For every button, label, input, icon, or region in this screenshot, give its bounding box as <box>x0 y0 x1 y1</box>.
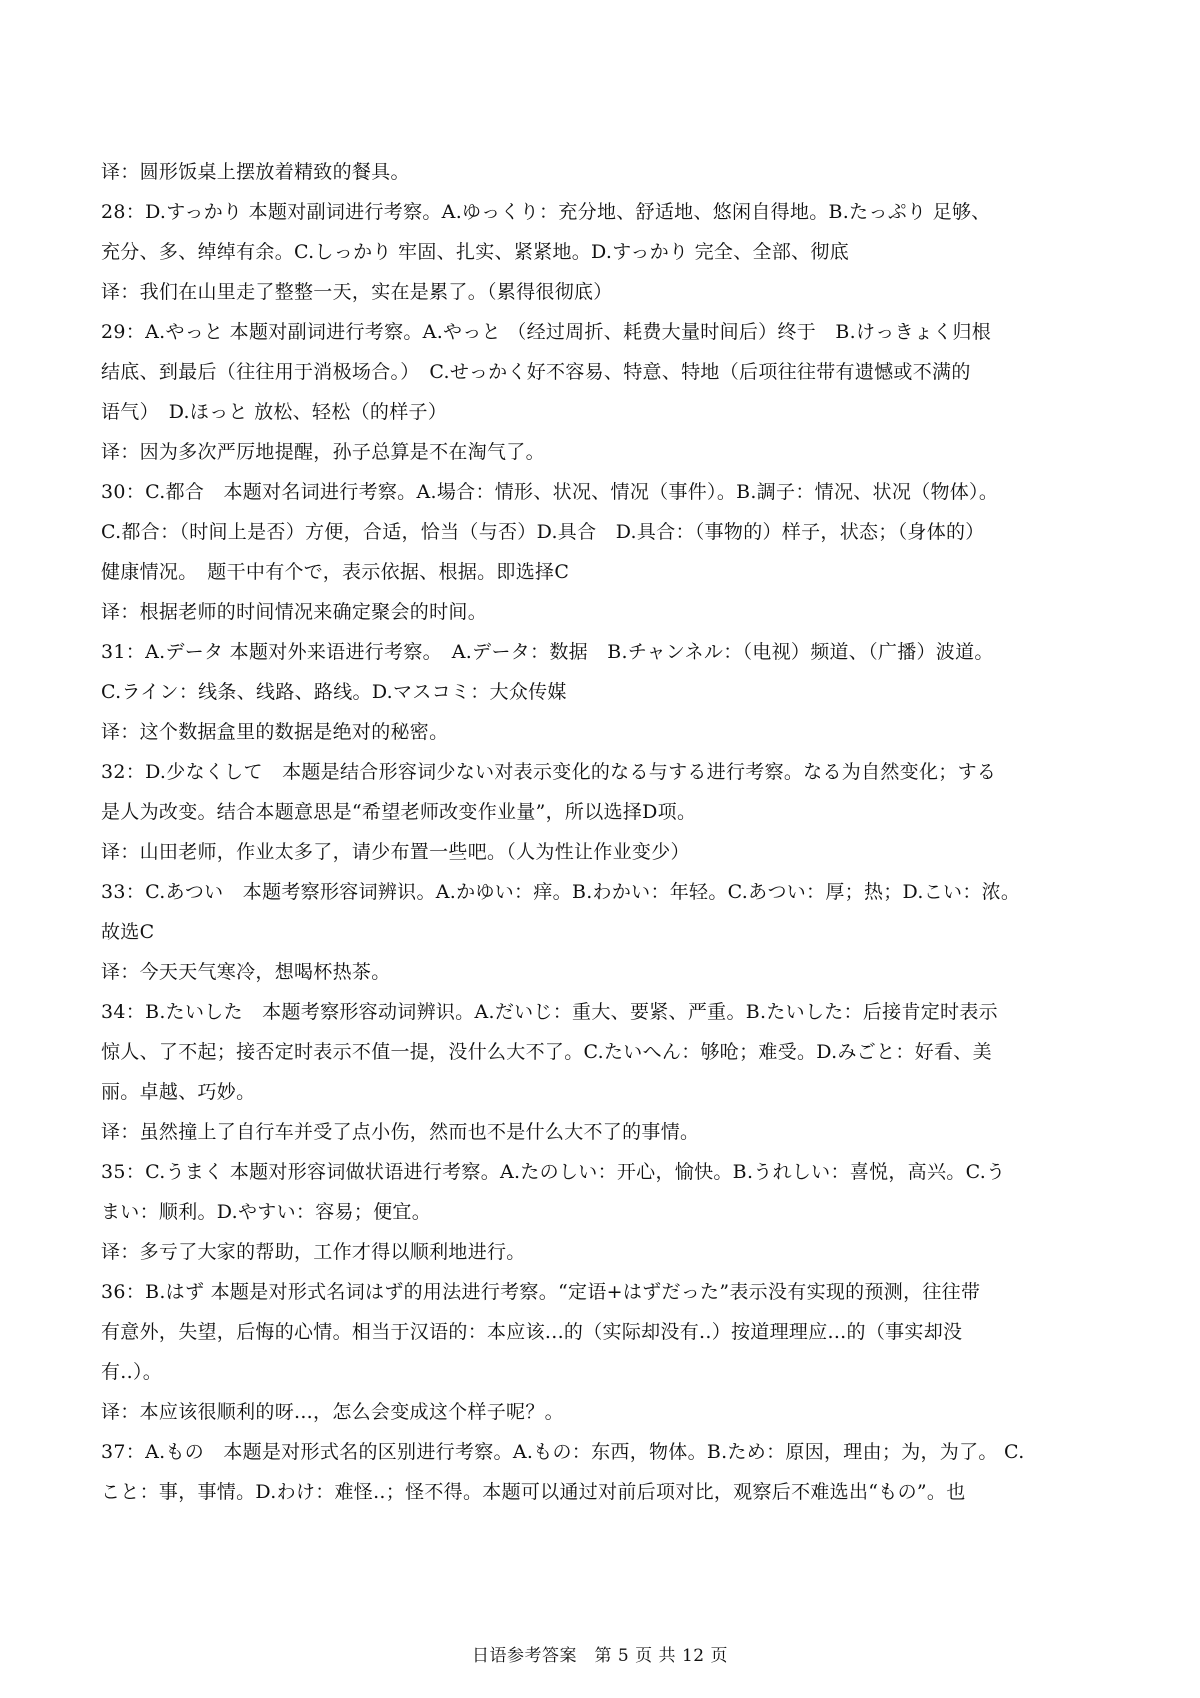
text-line: C.都合：（时间上是否）方便，合适，恰当（与否）D.具合 D.具合：（事物的）样子，状态；（身体的） <box>101 521 985 543</box>
text-line: 28：D.すっかり 本题对副词进行考察。A.ゆっくり：充分地、舒适地、悠闲自得地。B.たっぷり 足够、 <box>101 201 991 223</box>
text-line: まい：顺利。D.やすい：容易；便宜。 <box>101 1201 431 1223</box>
text-line: 丽。卓越、巧妙。 <box>101 1081 256 1103</box>
text-line: 34：B.たいした 本题考察形容动词辨识。A.だいじ：重大、要紧、严重。B.たいした：后接肯定时表示 <box>101 1001 998 1023</box>
text-line: 故选C <box>101 921 155 943</box>
text-line: 36：B.はず 本题是对形式名词はず的用法进行考察。“定语+はずだった”表示没有实现的预测，往往带 <box>101 1281 981 1303</box>
text-line: 33：C.あつい 本题考察形容词辨识。A.かゆい：痒。B.わかい：年轻。C.あつい：厚；热；D.こい：浓。 <box>101 881 1021 903</box>
text-line: 35：C.うまく 本题对形容词做状语进行考察。A.たのしい：开心，愉快。B.うれしい：喜悦，高兴。C.う <box>101 1161 1006 1183</box>
text-line: 健康情况。 题干中有个で，表示依据、根据。即选择C <box>101 561 570 583</box>
text-line: 译：多亏了大家的帮助，工作才得以顺利地进行。 <box>101 1241 526 1263</box>
text-line: 有意外，失望，后悔的心情。相当于汉语的：本应该...的（实际却没有..）按道理理应...的（事实却没 <box>101 1321 963 1343</box>
text-line: 译：本应该很顺利的呀...，怎么会变成这个样子呢？。 <box>101 1401 564 1423</box>
text-line: 译：这个数据盒里的数据是绝对的秘密。 <box>101 721 449 743</box>
text-line: 充分、多、绰绰有余。C.しっかり 牢固、扎实、紧紧地。D.すっかり 完全、全部、彻底 <box>101 241 850 263</box>
text-line: 译：因为多次严厉地提醒，孙子总算是不在淘气了。 <box>101 441 545 463</box>
text-line: 31：A.データ 本题对外来语进行考察。 A.データ：数据 B.チャンネル：（电视）频道、（广播）波道。 <box>101 641 994 663</box>
text-line: 是人为改变。结合本题意思是“希望老师改变作业量”，所以选择D项。 <box>101 801 697 823</box>
text-line: 译：山田老师，作业太多了，请少布置一些吧。（人为性让作业变少） <box>101 841 690 863</box>
text-line: 译：我们在山里走了整整一天，实在是累了。（累得很彻底） <box>101 281 613 303</box>
text-line: 惊人、了不起；接否定时表示不值一提，没什么大不了。C.たいへん：够呛；难受。D.みごと：好看、美 <box>101 1041 992 1063</box>
text-line: 37：A.もの 本题是对形式名的区别进行考察。A.もの：东西，物体。B.ため：原因，理由；为，为了。 C. <box>101 1441 1025 1463</box>
text-line: 语气） D.ほっと 放松、轻松（的样子） <box>101 401 448 423</box>
answer-explanations <box>101 152 1099 1512</box>
text-line: こと：事，事情。D.わけ：难怪..；怪不得。本题可以通过对前后项对比，观察后不难选出“もの”。也 <box>101 1481 966 1503</box>
text-line: 32：D.少なくして 本题是结合形容词少ない对表示变化的なる与する进行考察。なる为自然变化；する <box>101 761 997 783</box>
text-line: 译：今天天气寒冷，想喝杯热茶。 <box>101 961 391 983</box>
text-line: 译：根据老师的时间情况来确定聚会的时间。 <box>101 601 488 623</box>
page-footer: 日语参考答案 第 5 页 共 12 页 <box>472 1646 728 1666</box>
text-line: 29：A.やっと 本题对副词进行考察。A.やっと （经过周折、耗费大量时间后）终于 B.けっきょく归根 <box>101 321 992 343</box>
text-line: 译：圆形饭桌上摆放着精致的餐具。 <box>101 161 410 183</box>
text-line: C.ライン：线条、线路、路线。D.マスコミ：大众传媒 <box>101 681 567 703</box>
text-line: 译：虽然撞上了自行车并受了点小伤，然而也不是什么大不了的事情。 <box>101 1121 700 1143</box>
text-line: 有..）。 <box>101 1361 163 1383</box>
text-line: 30：C.都合 本题对名词进行考察。A.場合：情形、状况、情况（事件）。B.調子：情况、状况（物体）。 <box>101 481 999 503</box>
text-line: 结底、到最后（往往用于消极场合。） C.せっかく好不容易、特意、特地（后项往往带有遗憾或不满的 <box>101 361 971 383</box>
